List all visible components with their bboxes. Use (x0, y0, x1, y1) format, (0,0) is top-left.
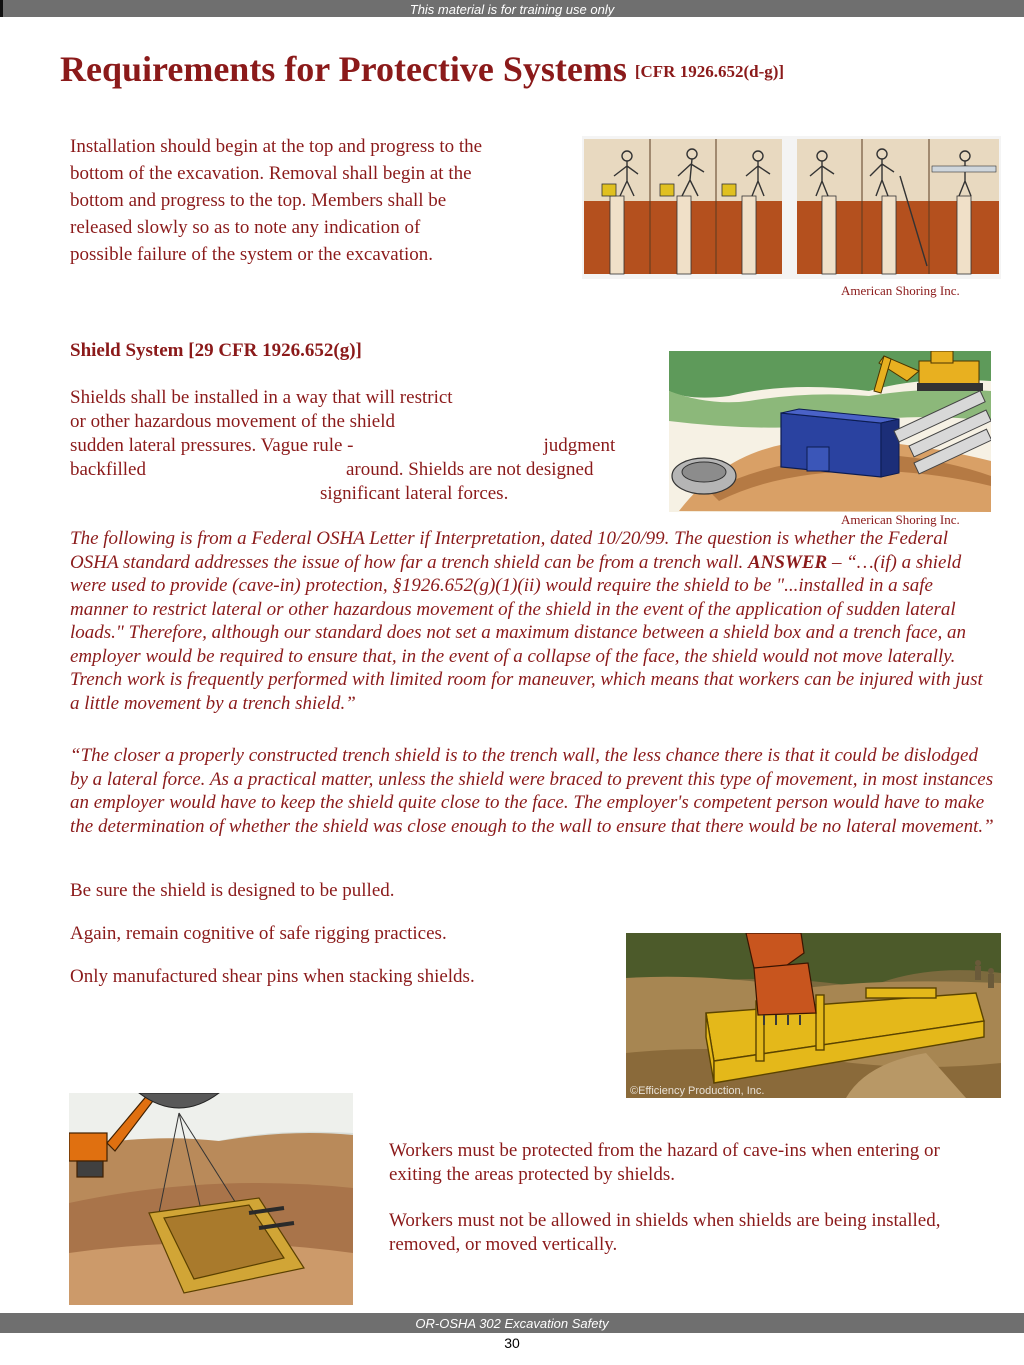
note-pulled: Be sure the shield is designed to be pulled. (70, 880, 395, 901)
osha-letter-intro: The following is from a Federal OSHA Letter if Interpretation, dated 10/20/99. The question is whether the Federal OSHA standard addresses the issue of how far a trench shield can be from a trench wall. (70, 528, 948, 573)
crane-lifting-shield-photo (69, 1093, 353, 1305)
excavator-shield-photo (626, 933, 1001, 1098)
note-shear-pins: Only manufactured shear pins when stacking shields. (70, 966, 475, 987)
course-footer-bar (0, 1313, 1024, 1333)
answer-label: ANSWER (747, 551, 828, 573)
shield-line-part: around. Shields are not designed (345, 459, 594, 480)
installation-line: bottom of the excavation. Removal shall begin at the (70, 163, 472, 184)
note-rigging: Again, remain cognitive of safe rigging practices. (70, 923, 447, 944)
figure-credit: American Shoring Inc. (841, 283, 960, 298)
figure-credit: American Shoring Inc. (841, 512, 960, 527)
installation-line: released slowly so as to note any indication of (70, 217, 421, 238)
shield-line: or other hazardous movement of the shield (70, 411, 396, 432)
shield-paragraph (70, 386, 680, 506)
page-title-text: Requirements for Protective Systems (60, 49, 627, 89)
shield-line: Shields shall be installed in a way that will restrict (70, 387, 453, 408)
shield-line (70, 434, 680, 458)
page-number: 30 (504, 1335, 520, 1351)
installation-paragraph (70, 133, 580, 268)
osha-second-quote: “The closer a properly constructed trench shield is to the trench wall, the less chance there is that it could be dislodged by a lateral force. As a practical matter, unless the shield were braced to prevent this type of movement, in most instances an employer would have to keep the shield quite close to the face. The employer's competent person would have to make the determination of whether the shield was close enough to the wall to ensure that there would be no lateral movement.” (70, 745, 994, 837)
page-title-citation: [CFR 1926.652(d-g)] (634, 62, 785, 81)
answer-text: – “…(if) a shield were used to provide (cave-in) protection, §1926.652(g)(1)(ii) would require the shield to be "...installed in a safe manner to restrict lateral or other hazardous movement of the shield in the event of the application of sudden lateral loads." Therefore, although our standard does not set a maximum distance between a shield box and a trench face, an employer would be required to ensure that, in the event of a collapse of the face, the shield would not move laterally. Trench work is frequently performed with limited room for maneuver, which means that workers can be injured with just a little movement by a trench shield.” (70, 551, 983, 714)
workers-cave-in-note: Workers must be protected from the hazard of cave-ins when entering or exiting the areas protected by shields. (389, 1140, 940, 1185)
workers-moving-shield-note: Workers must not be allowed in shields when shields are being installed, removed, or moved vertically. (389, 1210, 941, 1255)
shield-system-heading: Shield System [29 CFR 1926.652(g)] (70, 340, 362, 361)
shield-line-part: judgment (543, 435, 616, 456)
installation-line: possible failure of the system or the excavation. (70, 244, 434, 265)
installation-line: Installation should begin at the top and progress to the (70, 136, 483, 157)
page-title (60, 48, 784, 90)
training-banner (0, 0, 1024, 17)
shield-line-part: sudden lateral pressures. Vague rule - (70, 435, 354, 456)
training-banner-text: This material is for training use only (409, 2, 615, 17)
shoring-installation-illustration (582, 136, 1001, 279)
shield-line (70, 458, 680, 482)
shield-line: significant lateral forces. (320, 483, 509, 504)
trench-shield-illustration (669, 351, 991, 512)
shield-line-part: backfilled (70, 459, 146, 480)
installation-line: bottom and progress to the top. Members shall be (70, 190, 447, 211)
osha-letter-quote (70, 527, 995, 715)
photo-watermark: ©Efficiency Production, Inc. (630, 1085, 765, 1097)
course-footer-text: OR-OSHA 302 Excavation Safety (415, 1316, 609, 1331)
